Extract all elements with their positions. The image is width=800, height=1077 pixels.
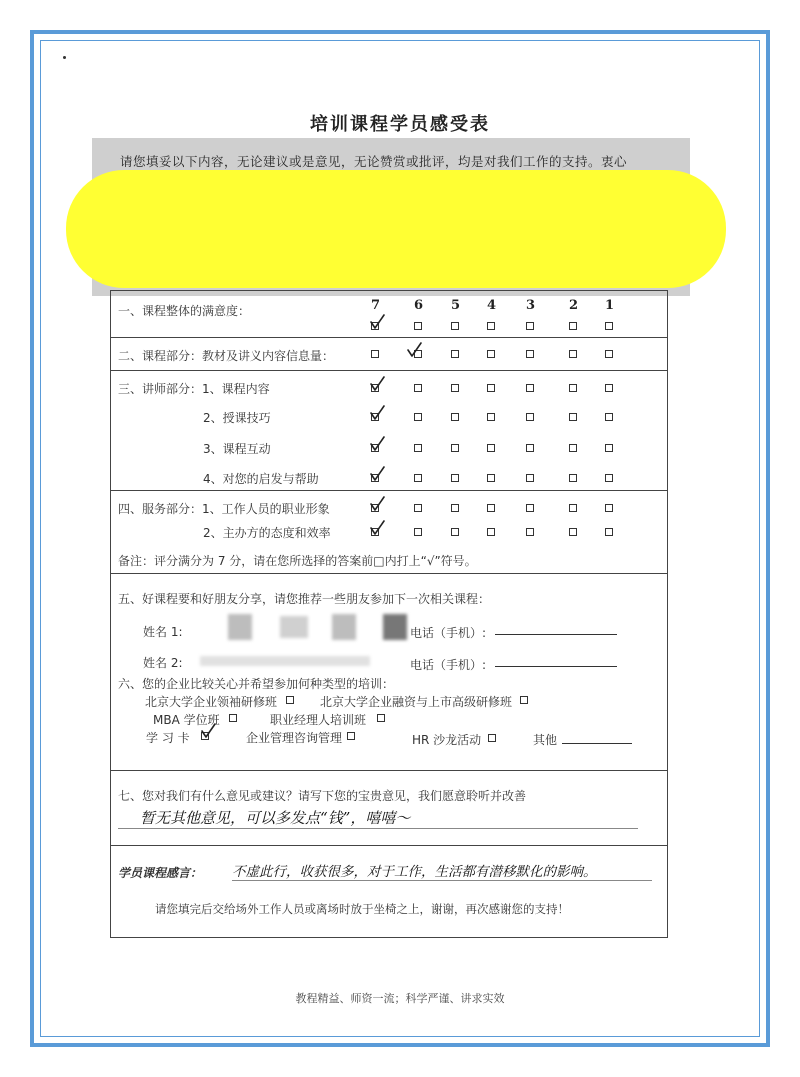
- redacted-name: [332, 614, 356, 640]
- rating-checkbox[interactable]: [451, 322, 459, 330]
- rating-scale-header: 5: [451, 298, 461, 313]
- rating-checkbox[interactable]: [526, 350, 534, 358]
- rating-checkbox[interactable]: [605, 444, 613, 452]
- option-checkbox[interactable]: [377, 714, 385, 722]
- s3-item-label: 2、授课技巧: [203, 411, 271, 425]
- option-label: 职业经理人培训班: [270, 713, 367, 727]
- rating-checkbox[interactable]: [451, 384, 459, 392]
- rating-checkbox[interactable]: [414, 474, 422, 482]
- row-divider: [110, 337, 668, 338]
- rating-scale-header: 7: [371, 298, 381, 313]
- s1-label: 一、课程整体的满意度：: [118, 304, 251, 318]
- phone2-label: 电话（手机）:: [410, 658, 487, 672]
- rating-scale-header: 1: [605, 298, 615, 313]
- page-title: 培训课程学员感受表: [310, 114, 490, 135]
- rating-checkbox[interactable]: [605, 474, 613, 482]
- rating-checkbox[interactable]: [526, 444, 534, 452]
- rating-checkbox[interactable]: [371, 350, 379, 358]
- redacted-name: [200, 656, 370, 666]
- rating-checkbox[interactable]: [526, 528, 534, 536]
- row-divider: [110, 573, 668, 574]
- rating-checkbox[interactable]: [569, 350, 577, 358]
- redacted-name: [383, 614, 407, 640]
- rating-checkbox[interactable]: [451, 528, 459, 536]
- scan-speck: [63, 56, 66, 59]
- row-divider: [110, 370, 668, 371]
- rating-note: 备注：评分满分为 7 分，请在您所选择的答案前□内打上“√”符号。: [118, 554, 477, 568]
- rating-checkbox[interactable]: [414, 384, 422, 392]
- option-label: 学 习 卡: [146, 731, 190, 745]
- option-checkbox[interactable]: [229, 714, 237, 722]
- s3-item-label: 3、课程互动: [203, 442, 271, 456]
- s7-handwritten[interactable]: 暂无其他意见，可以多发点“钱”，嘻嘻～: [140, 809, 411, 827]
- rating-checkbox[interactable]: [451, 350, 459, 358]
- phone2-field[interactable]: [495, 666, 617, 667]
- rating-scale-header: 6: [414, 298, 424, 313]
- s2-label: 二、课程部分：教材及讲义内容信息量：: [118, 349, 335, 363]
- option-checkbox[interactable]: [286, 696, 294, 704]
- s3-label: 三、讲师部分：1、课程内容: [118, 382, 270, 396]
- rating-checkbox[interactable]: [451, 504, 459, 512]
- option-checkbox[interactable]: [347, 732, 355, 740]
- redaction-highlight: [66, 170, 726, 288]
- option-checkbox[interactable]: [488, 734, 496, 742]
- rating-checkbox[interactable]: [451, 474, 459, 482]
- rating-scale-header: 2: [569, 298, 579, 313]
- redacted-name: [280, 616, 308, 638]
- phone1-field[interactable]: [495, 634, 617, 635]
- row-divider: [110, 845, 668, 846]
- option-label: 北京大学企业领袖研修班: [145, 695, 278, 709]
- checkmark-icon: [406, 341, 422, 359]
- rating-checkbox[interactable]: [414, 528, 422, 536]
- s4-label: 四、服务部分：1、工作人员的职业形象: [118, 502, 330, 516]
- name2-label: 姓名 2:: [143, 656, 183, 670]
- rating-checkbox[interactable]: [526, 322, 534, 330]
- rating-checkbox[interactable]: [569, 528, 577, 536]
- rating-checkbox[interactable]: [605, 528, 613, 536]
- s7-label: 七、您对我们有什么意见或建议？请写下您的宝贵意见，我们愿意聆听并改善: [118, 789, 527, 803]
- rating-checkbox[interactable]: [487, 528, 495, 536]
- option-label: MBA 学位班: [153, 713, 220, 727]
- s3-item-label: 4、对您的启发与帮助: [203, 472, 319, 486]
- rating-checkbox[interactable]: [605, 350, 613, 358]
- rating-checkbox[interactable]: [569, 444, 577, 452]
- checkmark-icon: [369, 435, 385, 453]
- rating-checkbox[interactable]: [487, 474, 495, 482]
- motto-label: 学员课程感言：: [118, 866, 203, 880]
- row-divider: [110, 490, 668, 491]
- rating-checkbox[interactable]: [569, 413, 577, 421]
- rating-checkbox[interactable]: [487, 504, 495, 512]
- redacted-name: [228, 614, 252, 640]
- row-divider: [110, 770, 668, 771]
- option-label: 北京大学企业融资与上市高级研修班: [320, 695, 513, 709]
- rating-checkbox[interactable]: [526, 474, 534, 482]
- answer-line: [118, 828, 638, 829]
- s5-label: 五、好课程要和好朋友分享，请您推荐一些朋友参加下一次相关课程：: [118, 592, 491, 606]
- rating-checkbox[interactable]: [605, 384, 613, 392]
- checkmark-icon: [369, 465, 385, 483]
- rating-scale-header: 3: [526, 298, 536, 313]
- option-label: HR 沙龙活动: [412, 733, 482, 747]
- answer-line: [232, 880, 652, 881]
- checkmark-icon: [369, 404, 385, 422]
- rating-checkbox[interactable]: [605, 413, 613, 421]
- rating-checkbox[interactable]: [569, 474, 577, 482]
- checkmark-icon: [369, 519, 385, 537]
- rating-checkbox[interactable]: [526, 504, 534, 512]
- rating-checkbox[interactable]: [569, 504, 577, 512]
- rating-checkbox[interactable]: [487, 322, 495, 330]
- checkmark-icon: [369, 375, 385, 393]
- footer-slogan: 教程精益、师资一流；科学严谨、讲求实效: [295, 992, 505, 1005]
- closing-text: 请您填完后交给场外工作人员或离场时放于坐椅之上，谢谢，再次感谢您的支持！: [155, 902, 569, 916]
- intro-text: 请您填妥以下内容，无论建议或是意见，无论赞赏或批评，均是对我们工作的支持。衷心: [120, 154, 628, 169]
- option-checkbox[interactable]: [520, 696, 528, 704]
- rating-checkbox[interactable]: [526, 413, 534, 421]
- rating-checkbox[interactable]: [487, 444, 495, 452]
- rating-checkbox[interactable]: [414, 322, 422, 330]
- rating-checkbox[interactable]: [605, 322, 613, 330]
- rating-checkbox[interactable]: [526, 384, 534, 392]
- rating-scale-header: 4: [487, 298, 497, 313]
- name1-label: 姓名 1:: [143, 625, 183, 639]
- s6-label: 六、您的企业比较关心并希望参加何种类型的培训：: [118, 677, 395, 691]
- rating-checkbox[interactable]: [569, 322, 577, 330]
- rating-checkbox[interactable]: [605, 504, 613, 512]
- rating-checkbox[interactable]: [414, 504, 422, 512]
- option-label: 企业管理咨询管理: [246, 731, 343, 745]
- rating-checkbox[interactable]: [569, 384, 577, 392]
- checkmark-icon: [200, 722, 216, 740]
- checkmark-icon: [369, 495, 385, 513]
- s4-item-label: 2、主办方的态度和效率: [203, 526, 331, 540]
- rating-checkbox[interactable]: [451, 413, 459, 421]
- other-label: 其他: [533, 733, 558, 747]
- other-field[interactable]: [562, 743, 632, 744]
- motto-handwritten[interactable]: 不虚此行，收获很多，对于工作，生活都有潜移默化的影响。: [232, 864, 597, 880]
- rating-checkbox[interactable]: [487, 413, 495, 421]
- phone1-label: 电话（手机）:: [410, 626, 487, 640]
- rating-checkbox[interactable]: [487, 384, 495, 392]
- rating-checkbox[interactable]: [451, 444, 459, 452]
- rating-checkbox[interactable]: [414, 444, 422, 452]
- rating-checkbox[interactable]: [487, 350, 495, 358]
- checkmark-icon: [369, 313, 385, 331]
- rating-checkbox[interactable]: [414, 413, 422, 421]
